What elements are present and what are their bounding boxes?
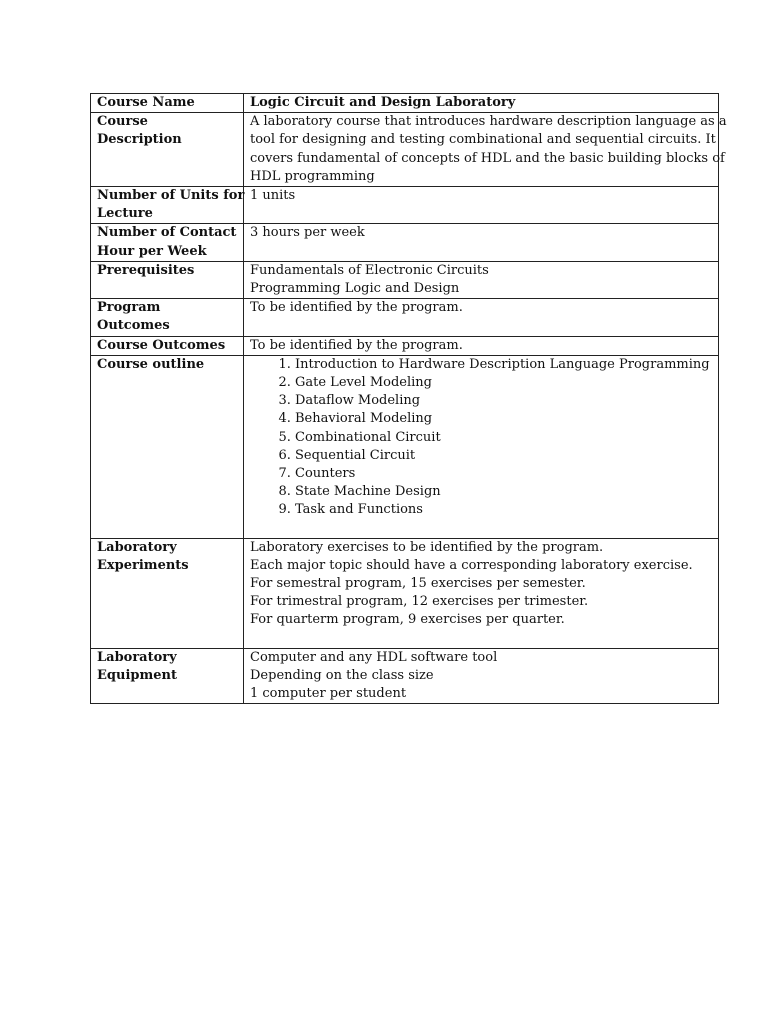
- units-lecture-label-line: Number of Units for: [97, 188, 245, 204]
- row-prerequisites: [91, 261, 719, 298]
- outline-item: 4. Behavioral Modeling: [295, 410, 712, 428]
- outline-item: 6. Sequential Circuit: [295, 447, 712, 465]
- course-outcomes-value: To be identified by the program.: [244, 336, 719, 355]
- course-description-line: HDL programming: [250, 168, 375, 184]
- course-name-value: Logic Circuit and Design Laboratory: [244, 94, 719, 113]
- units-lecture-label-line: Lecture: [97, 206, 153, 222]
- lab-equipment-line: Computer and any HDL software tool: [250, 649, 498, 665]
- lab-experiments-line: Each major topic should have a corresponding laboratory exercise.: [250, 557, 693, 573]
- outline-item: 8. State Machine Design: [295, 483, 712, 501]
- lab-equipment-line: Depending on the class size: [250, 667, 434, 683]
- outline-item: 5. Combinational Circuit: [295, 429, 712, 447]
- lab-equipment-label-line: Equipment: [97, 667, 177, 683]
- row-course-name: [91, 94, 719, 113]
- course-outline-value: [244, 355, 719, 538]
- lab-equipment-label: [91, 648, 244, 704]
- course-description-line: covers fundamental of concepts of HDL and the basic building blocks of: [250, 150, 725, 166]
- contact-hours-label: [91, 224, 244, 261]
- course-syllabus-table: [90, 93, 727, 704]
- contact-hours-label-line: Number of Contact: [97, 225, 237, 241]
- row-course-description: [91, 113, 719, 187]
- outline-item: 7. Counters: [295, 465, 712, 483]
- units-lecture-label: [91, 187, 244, 224]
- lab-experiments-label: [91, 538, 244, 648]
- course-name-label: Course Name: [91, 94, 244, 113]
- row-units-lecture: [91, 187, 719, 224]
- prerequisites-value: [244, 261, 719, 298]
- course-outline-label: Course outline: [91, 355, 244, 538]
- lab-experiments-line: Laboratory exercises to be identified by the program.: [250, 539, 604, 555]
- row-contact-hours: [91, 224, 719, 261]
- row-lab-experiments: [91, 538, 719, 648]
- row-course-outcomes: [91, 336, 719, 355]
- lab-experiments-line: For quarterm program, 9 exercises per quarter.: [250, 612, 565, 628]
- program-outcomes-label: Program Outcomes: [91, 299, 244, 336]
- course-description-value: [244, 113, 727, 187]
- course-description-label: Course Description: [91, 113, 244, 187]
- course-description-line: A laboratory course that introduces hardware description language as a: [250, 114, 727, 130]
- lab-equipment-label-line: Laboratory: [97, 649, 177, 665]
- lab-equipment-line: 1 computer per student: [250, 686, 407, 702]
- row-course-outline: [91, 355, 719, 538]
- lab-experiments-label-line: Laboratory: [97, 539, 177, 555]
- program-outcomes-value: To be identified by the program.: [244, 299, 719, 336]
- prerequisites-label: Prerequisites: [91, 261, 244, 298]
- outline-item: 2. Gate Level Modeling: [295, 374, 712, 392]
- lab-experiments-line: For semestral program, 15 exercises per semester.: [250, 576, 586, 592]
- lab-experiments-label-line: Experiments: [97, 557, 189, 573]
- row-program-outcomes: [91, 299, 719, 336]
- outline-item: 1. Introduction to Hardware Description Language Programming: [295, 356, 712, 374]
- contact-hours-label-line: Hour per Week: [97, 243, 207, 259]
- prerequisite-item: Programming Logic and Design: [250, 281, 460, 297]
- outline-item: 3. Dataflow Modeling: [295, 392, 712, 410]
- lab-experiments-value: [244, 538, 719, 648]
- row-lab-equipment: [91, 648, 719, 704]
- course-outline-list: [250, 356, 712, 520]
- prerequisite-item: Fundamentals of Electronic Circuits: [250, 262, 489, 278]
- course-description-line: tool for designing and testing combinational and sequential circuits. It: [250, 132, 716, 148]
- units-lecture-value: 1 units: [244, 187, 719, 224]
- outline-item: 9. Task and Functions: [295, 501, 712, 519]
- lab-equipment-value: [244, 648, 719, 704]
- lab-experiments-line: For trimestral program, 12 exercises per trimester.: [250, 594, 589, 610]
- course-outcomes-label: Course Outcomes: [91, 336, 244, 355]
- contact-hours-value: 3 hours per week: [244, 224, 719, 261]
